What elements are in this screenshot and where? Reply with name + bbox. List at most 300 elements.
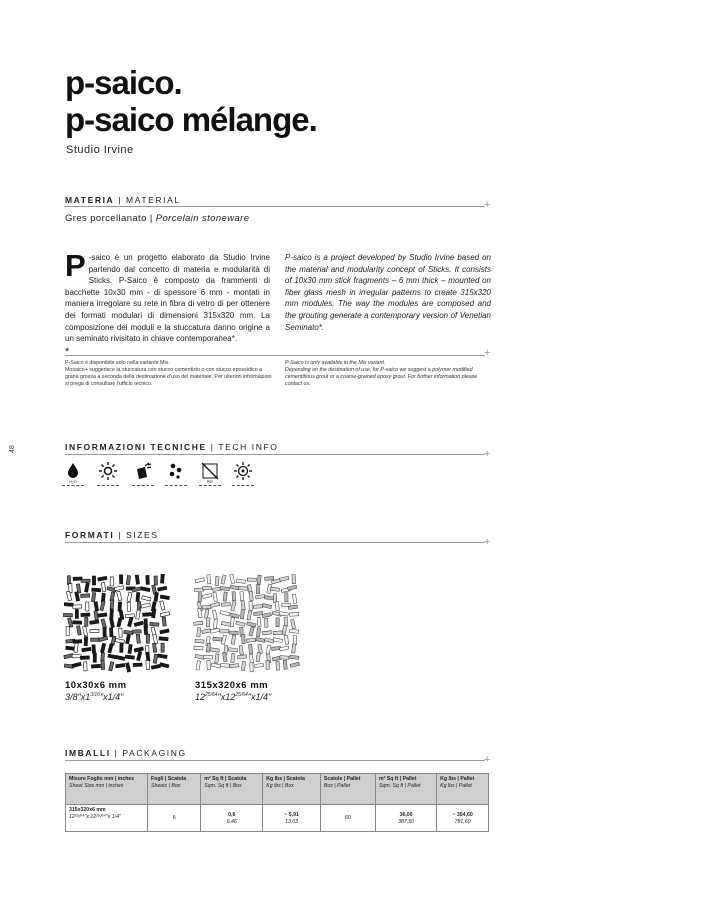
mosaic-tile — [127, 592, 132, 601]
mosaic-tile — [232, 592, 236, 601]
mosaic-tile — [136, 610, 141, 619]
mosaic-tile — [136, 592, 140, 601]
mosaic-tile — [210, 628, 219, 633]
footnote-it-line2: Mosaico+ suggerisce la stuccatura con stucco cementizio o con stucco epossidico a grana grossa a seconda della destinazione d'uso del materiale. Per ulteriori informazioni si prega di consultare l'ufficio tecnico. — [65, 367, 272, 387]
mosaic-tile — [142, 596, 152, 601]
mosaic-tile — [247, 578, 256, 582]
mosaic-tile — [117, 591, 122, 601]
mosaic-tile — [240, 610, 244, 619]
mosaic-tile — [72, 655, 81, 658]
mosaic-tile — [287, 585, 296, 590]
mosaic-tile — [198, 593, 201, 602]
cell-sqm-box — [201, 805, 263, 832]
mosaic-tile — [93, 653, 96, 662]
mosaic-tile — [160, 574, 164, 583]
mosaic-tile — [128, 644, 132, 653]
mosaic-tile — [293, 636, 297, 645]
mosaic-tile — [242, 635, 246, 644]
mosaic-tile — [160, 612, 169, 617]
mosaic-tile — [82, 647, 91, 651]
mosaic-tile — [81, 594, 90, 598]
mosaic-tile — [236, 579, 245, 583]
mosaic-tile — [127, 602, 131, 611]
mosaic-tile — [150, 622, 159, 626]
mosaic-tile — [230, 585, 239, 590]
mosaic-tile — [92, 576, 95, 585]
frost-resistance-icon — [163, 461, 189, 489]
mosaic-tile — [236, 621, 246, 626]
mosaic-tile — [254, 612, 263, 616]
mosaic-tile — [83, 626, 88, 635]
mosaic-tile — [247, 622, 257, 627]
cell-kg-pallet-val: ~ 354,60 — [452, 811, 473, 818]
mosaic-tile — [133, 663, 142, 667]
mosaic-tile — [265, 618, 269, 627]
mosaic-tile — [220, 587, 229, 591]
mosaic-tile — [161, 643, 164, 652]
mosaic-tile — [285, 593, 288, 602]
tech-info-rule — [65, 454, 485, 455]
mosaic-tile — [84, 637, 88, 646]
mosaic-tile — [207, 575, 211, 584]
mosaic-tile — [101, 583, 105, 592]
col-kg-pallet — [437, 774, 489, 805]
mosaic-tile — [228, 648, 237, 652]
mosaic-tile — [110, 600, 114, 609]
mosaic-tile — [204, 609, 209, 618]
mosaic-tile — [158, 654, 167, 659]
format-inch-2-mid: "x12 — [217, 692, 236, 702]
mosaic-tile — [159, 637, 168, 641]
mosaic-tile — [109, 662, 114, 671]
mosaic-tile — [290, 613, 299, 617]
mosaic-tile — [229, 631, 238, 634]
format-inch-2-a: 12 — [195, 692, 206, 702]
mosaic-tile — [265, 577, 274, 581]
mosaic-tile — [212, 610, 217, 619]
mosaic-tile — [292, 644, 296, 653]
tech-info-heading-en: TECH INFO — [218, 442, 279, 452]
cell-sqm-pallet-val: 36,00 — [399, 811, 413, 818]
mosaic-tile — [76, 626, 81, 635]
mosaic-tile — [284, 617, 288, 626]
cell-sqft-box-val: 6,46 — [226, 818, 237, 825]
mosaic-tile — [279, 646, 289, 651]
mosaic-tile — [126, 634, 131, 643]
cell-sqm-box-val: 0,6 — [228, 811, 236, 818]
mosaic-tile — [292, 594, 296, 603]
col-kg-pallet-it: Kg lbs | Pallet — [440, 776, 475, 782]
mosaic-tile — [144, 625, 148, 634]
mosaic-tile — [220, 664, 229, 668]
mosaic-tile — [94, 602, 99, 611]
col-sheet-size-it: Misure Foglio mm | inches — [69, 776, 135, 782]
mosaic-tile — [64, 603, 73, 607]
mosaic-tile — [206, 618, 210, 627]
mosaic-tile — [92, 588, 101, 592]
mosaic-tile — [276, 618, 279, 627]
col-box-pallet-it: Scatole | Pallet — [323, 776, 361, 782]
mosaic-tile — [213, 592, 218, 601]
footnote-en-line1: P-Saico is only available in the Mix variant. — [285, 360, 386, 366]
mosaic-tile — [98, 576, 107, 581]
cell-lbs-pallet-val: 781,60 — [454, 818, 471, 825]
mosaic-tile — [98, 613, 107, 617]
mosaic-tile — [141, 603, 151, 608]
title-line-2: p-saico mélange. — [65, 101, 317, 138]
mosaic-tile — [84, 662, 88, 671]
plus-icon: + — [484, 536, 491, 548]
mosaic-tile — [75, 609, 78, 618]
mosaic-tile — [151, 664, 160, 669]
mosaic-tile — [204, 655, 213, 659]
mosaic-tile — [275, 601, 279, 610]
page-number: 48 — [9, 445, 16, 453]
mosaic-tile — [221, 603, 230, 607]
pei-icon — [197, 461, 223, 489]
mosaic-tile — [152, 643, 156, 652]
mosaic-tile — [213, 619, 217, 628]
mosaic-tile — [162, 617, 166, 626]
mosaic-tile — [114, 586, 123, 591]
mosaic-tile — [230, 617, 234, 626]
format-inch-1 — [65, 692, 123, 702]
mosaic-tile — [284, 635, 289, 644]
plus-icon: + — [484, 199, 491, 211]
mosaic-tile — [73, 621, 82, 625]
cell-kg-pallet — [437, 805, 489, 832]
mosaic-tile — [246, 638, 255, 642]
mosaic-tile — [98, 636, 108, 641]
format-inch-1-end: "x1/4" — [99, 692, 124, 702]
mosaic-tile — [239, 646, 243, 655]
col-sqm-pallet — [375, 774, 436, 805]
mosaic-tile — [197, 628, 201, 637]
col-box-pallet-en: Box | Pallet — [323, 783, 351, 789]
footnote-en-line2: Depending on the destination of use, for P-saico we suggest a polymer modified cementitious grout or a coarse-grained epoxy grout. For further information please contact us. — [285, 367, 478, 387]
mosaic-tile — [137, 651, 142, 661]
mosaic-tile — [202, 629, 211, 634]
format-inch-2-sup: 25/64 — [205, 692, 218, 698]
mosaic-tile — [221, 635, 226, 645]
mosaic-tile — [100, 601, 105, 611]
mosaic-tile — [290, 662, 299, 667]
mosaic-tile — [146, 575, 150, 584]
mosaic-tile — [220, 630, 229, 633]
mosaic-tile — [110, 609, 114, 618]
mosaic-tile — [108, 643, 113, 653]
mosaic-tile — [231, 602, 236, 612]
col-kg-pallet-en: Kg lbs | Pallet — [440, 783, 472, 789]
mosaic-tile — [136, 634, 140, 643]
mosaic-tile — [115, 639, 124, 644]
mosaic-tile — [210, 648, 219, 653]
mosaic-tile — [194, 646, 203, 650]
mosaic-tile — [230, 663, 239, 667]
material-heading: MATERIA | MATERIAL — [65, 195, 181, 205]
mosaic-tile — [153, 634, 158, 643]
mosaic-tile — [257, 575, 261, 584]
mosaic-tile — [141, 587, 150, 592]
description-it — [65, 248, 270, 345]
mosaic-tile — [213, 637, 222, 641]
mosaic-tile — [202, 593, 211, 598]
mosaic-tile — [264, 638, 274, 643]
mosaic-tile — [249, 644, 253, 653]
col-sqm-pallet-it: m² Sq ft | Pallet — [378, 776, 417, 782]
mosaic-tile — [92, 645, 96, 654]
mosaic-tile — [74, 643, 78, 652]
mosaic-tile — [249, 654, 254, 663]
mosaic-tile — [262, 603, 272, 608]
mosaic-tile — [134, 621, 144, 626]
col-sheet-size-en: Sheet Size mm | inches — [69, 783, 124, 789]
mosaic-tile — [265, 596, 274, 600]
material-heading-en: MATERIAL — [126, 195, 181, 205]
mosaic-tile — [241, 661, 246, 670]
mosaic-tile — [160, 601, 165, 611]
format-inch-2-end: "x1/4" — [247, 692, 272, 702]
mosaic-tile — [256, 628, 260, 637]
packaging-table — [65, 773, 489, 832]
mosaic-light-image — [193, 574, 303, 676]
mosaic-tile — [230, 574, 235, 583]
mosaic-tile — [110, 628, 114, 637]
mosaic-tile — [126, 575, 130, 584]
mosaic-tile — [68, 618, 73, 627]
mosaic-tile — [117, 618, 122, 628]
mosaic-tile — [280, 656, 289, 660]
mosaic-tile — [258, 644, 263, 653]
mosaic-tile — [100, 643, 105, 652]
mosaic-tile — [115, 655, 124, 660]
tech-info-heading: INFORMAZIONI TECNICHE | TECH INFO — [65, 442, 279, 452]
mosaic-tile — [255, 594, 264, 599]
format-size-2: 315x320x6 mm — [195, 680, 269, 691]
pei-label: PEI — [206, 479, 214, 484]
description-en: P-saico is a project developed by Studio Irvine based on the material and modularity concept of Sticks. It consists of 10x30 mm stick fragments – 6 mm thick – mounted on fiber glass mesh in irregular patterns to create 315x320 mm modules. The way the modules are composed and the grouting generate a contemporary version of Venetian Seminato*. — [285, 253, 491, 332]
mosaic-tile — [195, 578, 204, 583]
mosaic-tile — [101, 660, 105, 669]
mosaic-tile — [289, 629, 298, 633]
cell-kg-box — [263, 805, 321, 832]
table-row — [66, 805, 489, 832]
cleaning-icon — [130, 461, 156, 489]
mosaic-tile — [223, 592, 227, 601]
mosaic-tile — [124, 630, 133, 634]
cell-size-mm: 315x320x6 mm — [69, 807, 106, 813]
material-value-en: Porcelain stoneware — [155, 213, 250, 224]
col-sheet-size — [66, 774, 148, 805]
mosaic-tile — [249, 591, 253, 600]
mosaic-tile — [262, 631, 271, 635]
mosaic-tile — [221, 575, 226, 585]
mosaic-tile — [202, 605, 211, 609]
mosaic-tile — [135, 575, 139, 584]
tech-info-heading-it: INFORMAZIONI TECNICHE — [65, 442, 207, 452]
mosaic-tile — [194, 621, 203, 625]
mosaic-tile — [273, 638, 282, 643]
heat-resistance-icon — [230, 461, 256, 489]
format-inch-2-sup2: 25/64 — [235, 692, 248, 698]
mosaic-dark-image — [63, 574, 173, 676]
mosaic-tile — [266, 645, 271, 654]
mosaic-tile — [128, 617, 133, 627]
mosaic-tile — [276, 661, 280, 670]
mosaic-tile — [292, 575, 295, 584]
packaging-heading-it: IMBALLI — [65, 748, 111, 758]
mosaic-tile — [66, 646, 75, 650]
formats-rule — [65, 542, 485, 543]
mosaic-tile — [91, 592, 95, 601]
mosaic-tile — [125, 655, 134, 659]
col-kg-box-en: Kg lbs | Box — [266, 783, 294, 789]
packaging-header-row — [66, 774, 489, 805]
footnote-it — [65, 360, 272, 388]
plus-icon: + — [484, 448, 491, 460]
footnote-it-line1: P-Saico è disponibile solo nella variante Mix. — [65, 360, 170, 366]
mosaic-tile — [256, 637, 265, 642]
mosaic-tile — [119, 575, 122, 584]
mosaic-tile — [84, 583, 89, 592]
mosaic-tile — [81, 579, 90, 582]
mosaic-tile — [210, 602, 219, 607]
title-line-1: p-saico. — [65, 64, 182, 101]
mosaic-tile — [120, 643, 123, 652]
mosaic-tile — [90, 629, 99, 632]
material-value-it: Gres porcellanato — [65, 213, 147, 224]
description-it-text: -saico è un progetto elaborato da Studio Irvine partendo dal concetto di materia e modularità di Sticks. P-Saico è composto da frammenti di bacchette 10x30 mm - di spessore 6 mm - montati in maniera irregolare su rete in fibra di vetro di per ottenere dei formati modulari di dimensioni 315x320 mm. La composizione dei moduli e la stuccatura danno origine a un seminato rivisitato in chiave contemporanea*. — [65, 253, 270, 344]
format-inch-1-a: 3/8"x1 — [65, 692, 91, 702]
col-kg-box-it: Kg lbs | Scatola — [266, 776, 305, 782]
col-sheets-box — [148, 774, 201, 805]
mosaic-tile — [282, 626, 286, 635]
mosaic-tile — [137, 601, 140, 610]
mosaic-tile — [253, 605, 262, 609]
mosaic-tile — [153, 654, 158, 663]
cell-sqft-pallet-val: 387,50 — [398, 818, 414, 825]
mosaic-tile — [132, 630, 141, 634]
designer-name: Studio Irvine — [66, 144, 134, 156]
mosaic-tile — [109, 618, 114, 627]
mosaic-tile — [119, 628, 123, 637]
cell-sheets-box: 6 — [148, 805, 201, 832]
water-absorption-icon — [60, 461, 86, 489]
formats-heading-en: SIZES — [126, 530, 159, 540]
mosaic-tile — [254, 663, 263, 668]
col-sqm-box-en: Sqm. Sq ft | Box — [204, 783, 242, 789]
plus-icon: + — [484, 754, 491, 766]
mosaic-tile — [116, 663, 125, 667]
mosaic-tile — [221, 621, 230, 626]
footnote-rule — [65, 355, 485, 356]
col-kg-box — [263, 774, 321, 805]
h2o-label: H₂O — [69, 479, 77, 484]
mosaic-tile — [241, 601, 245, 610]
col-box-pallet — [320, 774, 375, 805]
formats-heading-it: FORMATI — [65, 530, 115, 540]
mosaic-tile — [66, 626, 69, 635]
mosaic-tile — [195, 639, 204, 643]
mosaic-tile — [73, 605, 82, 608]
mosaic-tile — [266, 660, 269, 669]
mosaic-tile — [146, 652, 150, 661]
packaging-heading-en: PACKAGING — [122, 748, 187, 758]
mosaic-tile — [290, 655, 299, 659]
cell-size — [66, 805, 148, 832]
mosaic-tile — [262, 613, 271, 618]
cell-sqm-pallet — [375, 805, 436, 832]
mosaic-tile — [247, 611, 252, 620]
mosaic-tile — [73, 577, 82, 581]
cell-kg-box-val: ~ 5,91 — [284, 811, 299, 818]
col-sqm-box-it: m² Sq ft | Scatola — [204, 776, 247, 782]
cell-box-pallet: 60 — [320, 805, 375, 832]
mosaic-tile — [103, 628, 106, 637]
mosaic-tile — [143, 613, 152, 617]
mosaic-tile — [80, 656, 89, 660]
mosaic-tile — [211, 663, 220, 668]
mosaic-tile — [81, 613, 90, 617]
format-inch-1-sup: 3/16 — [90, 692, 100, 698]
cell-lbs-box-val: 13,03 — [285, 818, 299, 825]
mosaic-tile — [101, 619, 106, 629]
mosaic-tile — [273, 631, 282, 635]
packaging-heading: IMBALLI | PACKAGING — [65, 748, 187, 758]
mosaic-tile — [86, 602, 89, 611]
mosaic-tile — [240, 592, 244, 601]
mosaic-tile — [231, 653, 235, 662]
material-heading-it: MATERIA — [65, 195, 115, 205]
mosaic-tile — [279, 576, 288, 581]
format-size-1: 10x30x6 mm — [65, 680, 127, 691]
mosaic-tile — [249, 627, 254, 637]
sun-resistance-icon — [95, 461, 121, 489]
mosaic-tile — [257, 617, 261, 626]
col-sheets-box-en: Sheets | Box — [151, 783, 181, 789]
mosaic-tile — [249, 602, 252, 611]
mosaic-tile — [73, 640, 82, 644]
mosaic-tile — [256, 652, 260, 661]
mosaic-tile — [72, 662, 82, 667]
mosaic-tile — [63, 613, 72, 616]
mosaic-tile — [270, 587, 279, 591]
mosaic-tile — [160, 595, 169, 600]
mosaic-tile — [291, 619, 296, 628]
mosaic-tile — [231, 635, 235, 644]
mosaic-tile — [215, 576, 219, 585]
formats-heading: FORMATI | SIZES — [65, 530, 159, 540]
col-sqm-pallet-en: Sqm. Sq ft | Pallet — [378, 783, 421, 789]
mosaic-tile — [207, 660, 211, 669]
mosaic-tile — [196, 661, 201, 670]
mosaic-tile — [146, 660, 150, 669]
cell-size-in: 12²⁵/⁶⁴"x 12²⁵/⁶⁴"x 1/4" — [69, 814, 121, 820]
mosaic-tile — [239, 586, 248, 590]
mosaic-tile — [220, 611, 230, 616]
plus-icon: + — [484, 347, 491, 359]
footnote-en — [285, 360, 491, 388]
mosaic-tile — [215, 654, 219, 663]
footnote-star: * — [65, 346, 70, 358]
mosaic-tile — [85, 617, 88, 626]
mosaic-tile — [154, 576, 157, 585]
mosaic-tile — [110, 577, 113, 586]
material-rule — [65, 206, 485, 207]
mosaic-tile — [195, 654, 204, 659]
mosaic-tile — [160, 663, 170, 668]
mosaic-tile — [203, 586, 212, 589]
